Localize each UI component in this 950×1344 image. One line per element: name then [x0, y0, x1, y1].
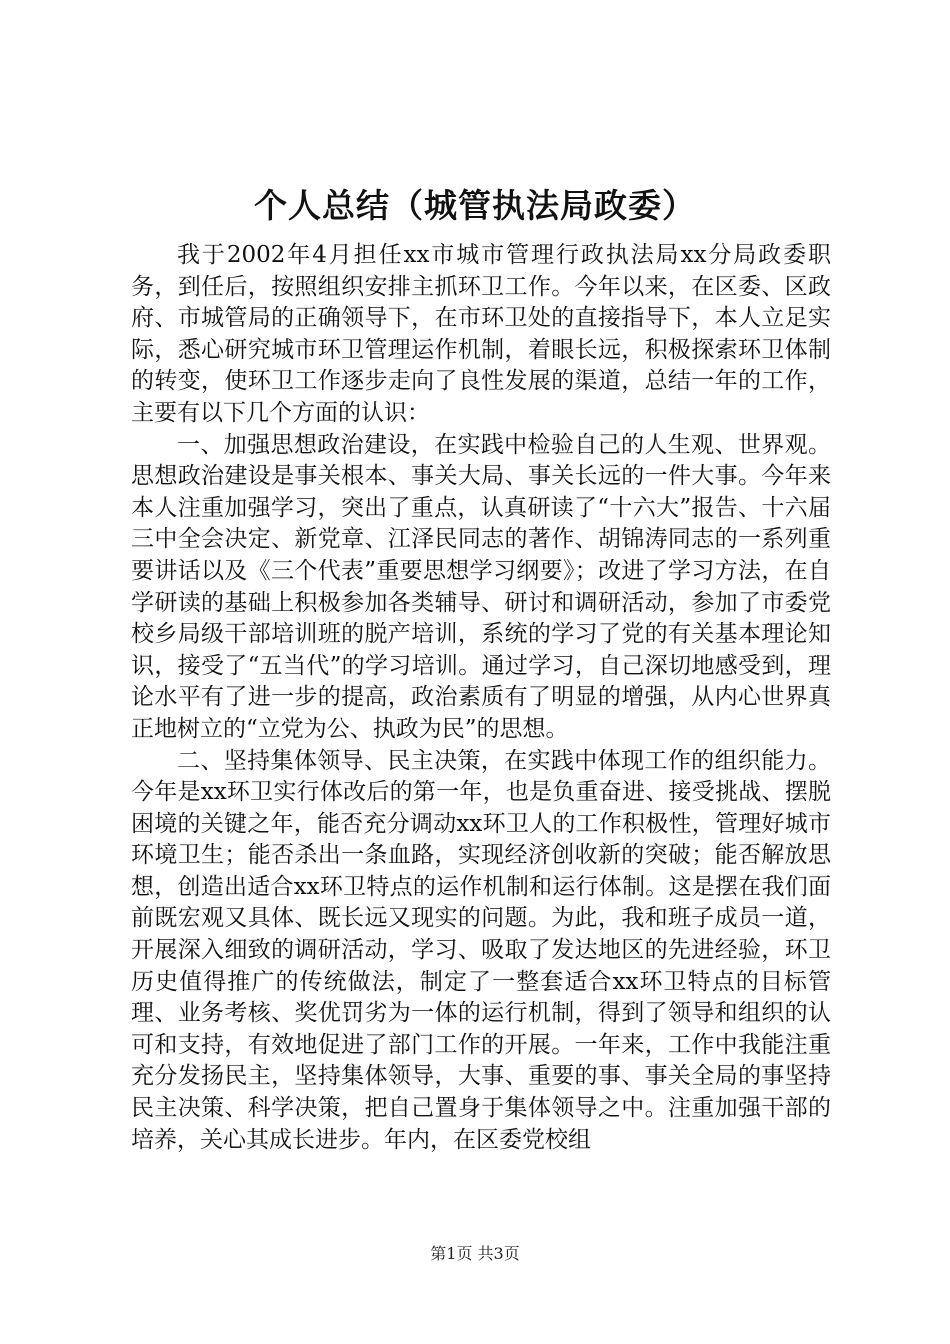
paragraph-section-2: 二、坚持集体领导、民主决策，在实践中体现工作的组织能力。今年是xx环卫实行体改后的第一年，也是负重奋进、接受挑战、摆脱困境的关键之年，能否充分调动xx环卫人的工作积极性，管理好城市环境卫生；能否杀出一条血路，实现经济创收新的突破；能否解放思想，创造出适合xx环卫特点的运作机制和运行体制。这是摆在我们面前既宏观又具体、既长远又现实的问题。为此，我和班子成员一道，开展深入细致的调研活动，学习、吸取了发达地区的先进经验，环卫历史值得推广的传统做法，制定了一整套适合xx环卫特点的目标管理、业务考核、奖优罚劣为一体的运行机制，得到了领导和组织的认可和支持，有效地促进了部门工作的开展。一年来，工作中我能注重充分发扬民主，坚持集体领导，大事、重要的事、事关全局的事坚持民主决策、科学决策，把自己置身于集体领导之中。注重加强干部的培养，关心其成长进步。年内，在区委党校组 [131, 747, 831, 1153]
paragraph-intro: 我于2002年4月担任xx市城市管理行政执法局xx分局政委职务，到任后，按照组织安排主抓环卫工作。今年以来，在区委、区政府、市城管局的正确领导下，在市环卫处的直接指导下，本人立足实际，悉心研究城市环卫管理运作机制，着眼长远，积极探索环卫体制的转变，使环卫工作逐步走向了良性发展的渠道，总结一年的工作，主要有以下几个方面的认识： [131, 242, 831, 426]
paragraph-section-1: 一、加强思想政治建设，在实践中检验自己的人生观、世界观。思想政治建设是事关根本、事关大局、事关长远的一件大事。今年来本人注重加强学习，突出了重点，认真研读了“十六大”报告、十六届三中全会决定、新党章、江泽民同志的著作、胡锦涛同志的一系列重要讲话以及《三个代表”重要思想学习纲要》；改进了学习方法，在自学研读的基础上积极参加各类辅导、研讨和调研活动，参加了市委党校乡局级干部培训班的脱产培训，系统的学习了党的有关基本理论知识，接受了“五当代”的学习培训。通过学习，自己深切地感受到，理论水平有了进一步的提高，政治素质有了明显的增强，从内心世界真正地树立的“立党为公、执政为民”的思想。 [131, 431, 831, 742]
page-number-footer: 第1页 共3页 [430, 1244, 520, 1263]
document-title: 个人总结（城管执法局政委） [254, 186, 696, 225]
document-body [131, 240, 831, 1156]
